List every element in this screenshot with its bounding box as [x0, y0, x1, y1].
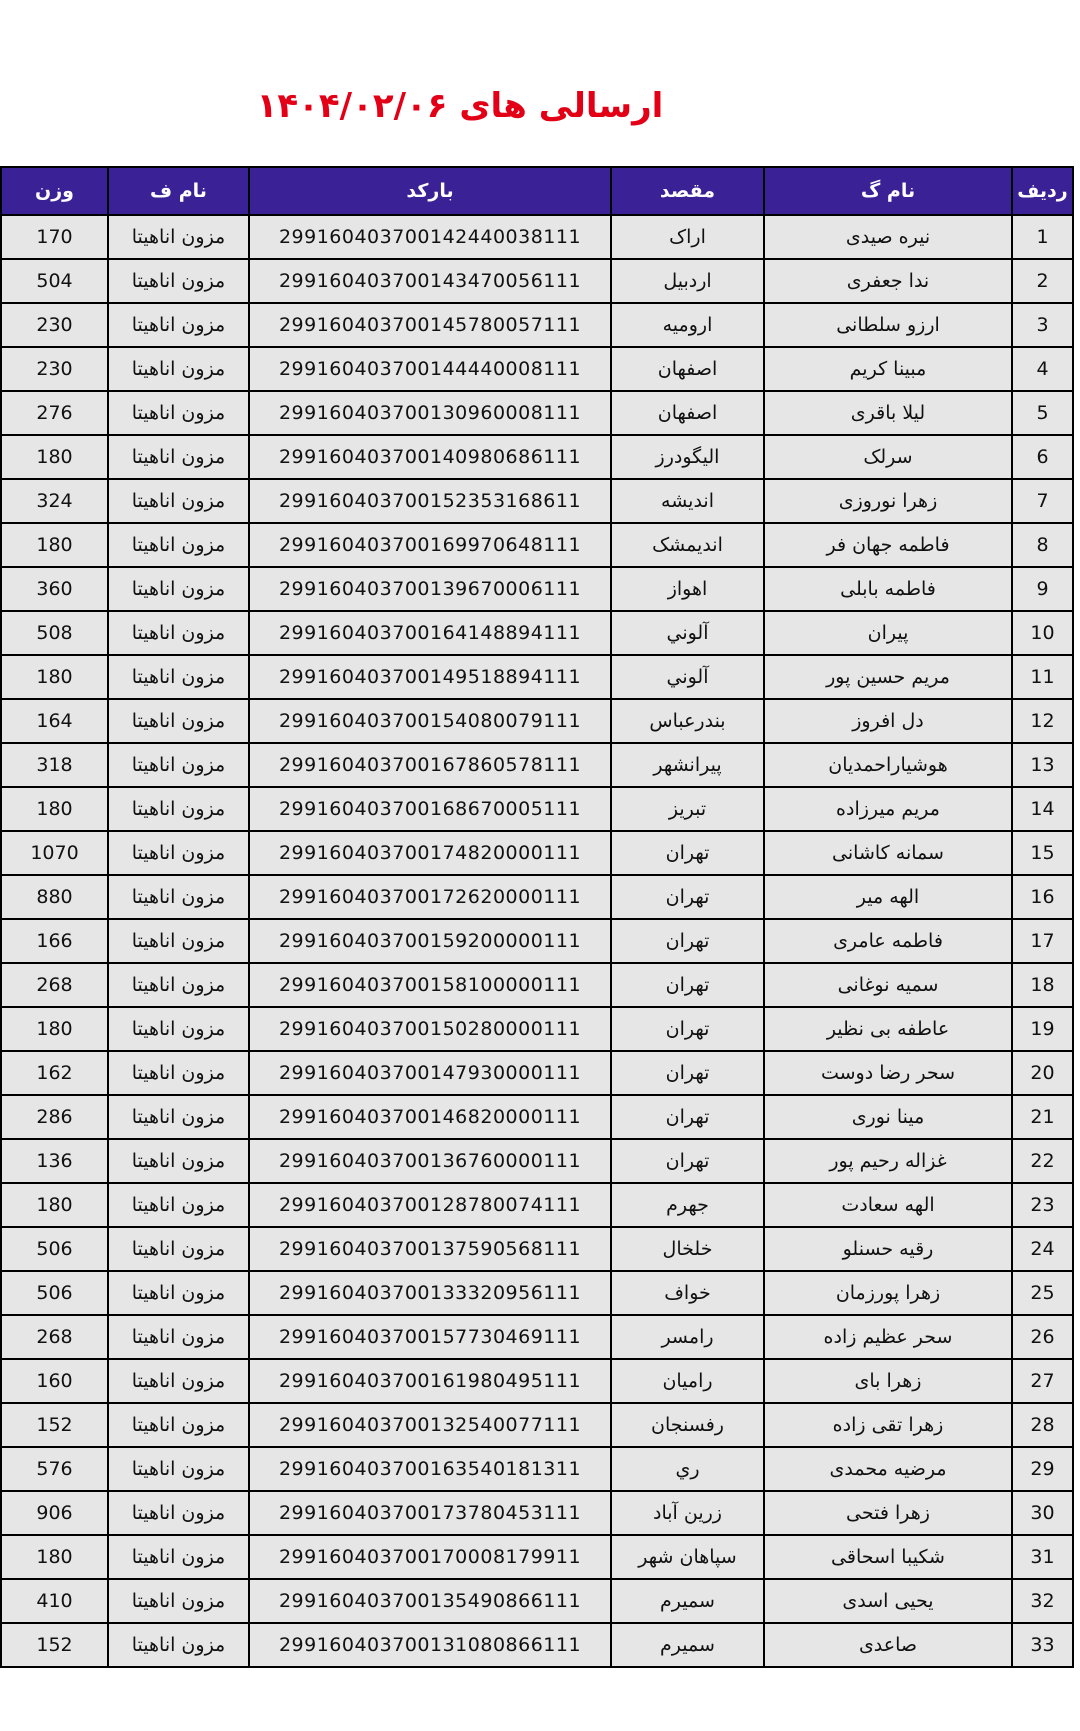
- cell-row-number: 29: [1012, 1447, 1073, 1491]
- cell-weight: 180: [1, 655, 108, 699]
- table-row: [1, 1007, 1073, 1051]
- cell-destination: تهران: [611, 831, 764, 875]
- cell-barcode: 299160403700128780074111: [249, 1183, 611, 1227]
- header-destination: مقصد: [611, 167, 764, 215]
- cell-barcode: 299160403700174820000111: [249, 831, 611, 875]
- cell-barcode: 299160403700130960008111: [249, 391, 611, 435]
- cell-destination: ري: [611, 1447, 764, 1491]
- cell-recipient: لیلا باقری: [764, 391, 1012, 435]
- cell-row-number: 18: [1012, 963, 1073, 1007]
- cell-barcode: 299160403700143470056111: [249, 259, 611, 303]
- table-row: [1, 1579, 1073, 1623]
- cell-barcode: 299160403700157730469111: [249, 1315, 611, 1359]
- cell-row-number: 8: [1012, 523, 1073, 567]
- header-barcode: بارکد: [249, 167, 611, 215]
- table-row: [1, 391, 1073, 435]
- cell-sender: مزون اناهیتا: [108, 567, 249, 611]
- cell-destination: تبریز: [611, 787, 764, 831]
- cell-destination: سمیرم: [611, 1623, 764, 1667]
- table-row: [1, 1315, 1073, 1359]
- cell-recipient: عاطفه بی نظیر: [764, 1007, 1012, 1051]
- cell-destination: جهرم: [611, 1183, 764, 1227]
- cell-weight: 164: [1, 699, 108, 743]
- cell-row-number: 26: [1012, 1315, 1073, 1359]
- cell-barcode: 299160403700164148894111: [249, 611, 611, 655]
- cell-sender: مزون اناهیتا: [108, 1403, 249, 1447]
- cell-sender: مزون اناهیتا: [108, 1579, 249, 1623]
- cell-row-number: 2: [1012, 259, 1073, 303]
- table-body: [1, 215, 1073, 1667]
- cell-recipient: مبینا کریم: [764, 347, 1012, 391]
- header-row-number: ردیف: [1012, 167, 1073, 215]
- cell-row-number: 23: [1012, 1183, 1073, 1227]
- cell-destination: تهران: [611, 963, 764, 1007]
- table-row: [1, 567, 1073, 611]
- cell-barcode: 299160403700167860578111: [249, 743, 611, 787]
- table-row: [1, 1447, 1073, 1491]
- cell-recipient: مریم حسین پور: [764, 655, 1012, 699]
- cell-barcode: 299160403700172620000111: [249, 875, 611, 919]
- cell-row-number: 9: [1012, 567, 1073, 611]
- cell-destination: اصفهان: [611, 391, 764, 435]
- cell-recipient: هوشیاراحمدیان: [764, 743, 1012, 787]
- cell-row-number: 7: [1012, 479, 1073, 523]
- cell-weight: 268: [1, 1315, 108, 1359]
- table-row: [1, 1491, 1073, 1535]
- cell-sender: مزون اناهیتا: [108, 523, 249, 567]
- cell-barcode: 299160403700137590568111: [249, 1227, 611, 1271]
- cell-weight: 170: [1, 215, 108, 259]
- table-row: [1, 1359, 1073, 1403]
- cell-recipient: سمانه کاشانی: [764, 831, 1012, 875]
- cell-destination: اندیمشک: [611, 523, 764, 567]
- cell-destination: تهران: [611, 875, 764, 919]
- cell-recipient: زهرا بای: [764, 1359, 1012, 1403]
- cell-barcode: 299160403700132540077111: [249, 1403, 611, 1447]
- table-row: [1, 919, 1073, 963]
- cell-weight: 152: [1, 1403, 108, 1447]
- cell-barcode: 299160403700163540181311: [249, 1447, 611, 1491]
- cell-sender: مزون اناهیتا: [108, 303, 249, 347]
- table-row: [1, 523, 1073, 567]
- cell-weight: 504: [1, 259, 108, 303]
- cell-sender: مزون اناهیتا: [108, 1447, 249, 1491]
- table-row: [1, 347, 1073, 391]
- cell-row-number: 11: [1012, 655, 1073, 699]
- cell-sender: مزون اناهیتا: [108, 1007, 249, 1051]
- cell-recipient: فاطمه جهان فر: [764, 523, 1012, 567]
- cell-destination: اهواز: [611, 567, 764, 611]
- cell-sender: مزون اناهیتا: [108, 347, 249, 391]
- page-title: ارسالی های ۱۴۰۴/۰۲/۰۶: [256, 86, 664, 126]
- cell-weight: 180: [1, 435, 108, 479]
- cell-row-number: 19: [1012, 1007, 1073, 1051]
- cell-weight: 576: [1, 1447, 108, 1491]
- cell-recipient: ارزو سلطانی: [764, 303, 1012, 347]
- cell-row-number: 17: [1012, 919, 1073, 963]
- cell-weight: 508: [1, 611, 108, 655]
- cell-barcode: 299160403700149518894111: [249, 655, 611, 699]
- cell-recipient: سحر رضا دوست: [764, 1051, 1012, 1095]
- cell-row-number: 5: [1012, 391, 1073, 435]
- cell-sender: مزون اناهیتا: [108, 1271, 249, 1315]
- cell-destination: اراک: [611, 215, 764, 259]
- cell-weight: 230: [1, 303, 108, 347]
- cell-row-number: 3: [1012, 303, 1073, 347]
- cell-sender: مزون اناهیتا: [108, 787, 249, 831]
- cell-weight: 180: [1, 523, 108, 567]
- cell-weight: 230: [1, 347, 108, 391]
- cell-recipient: سرلک: [764, 435, 1012, 479]
- cell-recipient: صاعدی: [764, 1623, 1012, 1667]
- cell-recipient: غزاله رحیم پور: [764, 1139, 1012, 1183]
- cell-row-number: 21: [1012, 1095, 1073, 1139]
- cell-sender: مزون اناهیتا: [108, 1051, 249, 1095]
- cell-weight: 318: [1, 743, 108, 787]
- cell-row-number: 16: [1012, 875, 1073, 919]
- cell-sender: مزون اناهیتا: [108, 963, 249, 1007]
- cell-destination: پیرانشهر: [611, 743, 764, 787]
- cell-destination: آلوني: [611, 611, 764, 655]
- cell-sender: مزون اناهیتا: [108, 215, 249, 259]
- cell-row-number: 22: [1012, 1139, 1073, 1183]
- cell-destination: ارومیه: [611, 303, 764, 347]
- cell-weight: 286: [1, 1095, 108, 1139]
- cell-weight: 268: [1, 963, 108, 1007]
- table-row: [1, 259, 1073, 303]
- cell-weight: 506: [1, 1227, 108, 1271]
- cell-destination: تهران: [611, 1095, 764, 1139]
- cell-recipient: زهرا پورزمان: [764, 1271, 1012, 1315]
- cell-weight: 180: [1, 1007, 108, 1051]
- cell-recipient: مرضیه محمدی: [764, 1447, 1012, 1491]
- cell-recipient: سمیه نوغانی: [764, 963, 1012, 1007]
- cell-weight: 180: [1, 1535, 108, 1579]
- cell-destination: تهران: [611, 1051, 764, 1095]
- cell-barcode: 299160403700139670006111: [249, 567, 611, 611]
- cell-recipient: فاطمه بابلی: [764, 567, 1012, 611]
- cell-weight: 160: [1, 1359, 108, 1403]
- cell-weight: 180: [1, 787, 108, 831]
- cell-recipient: الهه سعادت: [764, 1183, 1012, 1227]
- cell-row-number: 31: [1012, 1535, 1073, 1579]
- cell-sender: مزون اناهیتا: [108, 1095, 249, 1139]
- cell-weight: 410: [1, 1579, 108, 1623]
- cell-barcode: 299160403700140980686111: [249, 435, 611, 479]
- cell-sender: مزون اناهیتا: [108, 1535, 249, 1579]
- cell-barcode: 299160403700145780057111: [249, 303, 611, 347]
- cell-row-number: 30: [1012, 1491, 1073, 1535]
- cell-destination: زرین آباد: [611, 1491, 764, 1535]
- cell-sender: مزون اناهیتا: [108, 875, 249, 919]
- cell-recipient: الهه میر: [764, 875, 1012, 919]
- table-row: [1, 1051, 1073, 1095]
- cell-destination: تهران: [611, 1139, 764, 1183]
- cell-barcode: 299160403700159200000111: [249, 919, 611, 963]
- cell-sender: مزون اناهیتا: [108, 1491, 249, 1535]
- cell-row-number: 25: [1012, 1271, 1073, 1315]
- cell-destination: اندیشه: [611, 479, 764, 523]
- cell-weight: 906: [1, 1491, 108, 1535]
- cell-recipient: ندا جعفری: [764, 259, 1012, 303]
- header-sender: نام ف: [108, 167, 249, 215]
- cell-weight: 166: [1, 919, 108, 963]
- cell-barcode: 299160403700170008179911: [249, 1535, 611, 1579]
- cell-recipient: فاطمه عامری: [764, 919, 1012, 963]
- cell-sender: مزون اناهیتا: [108, 919, 249, 963]
- cell-weight: 180: [1, 1183, 108, 1227]
- cell-weight: 880: [1, 875, 108, 919]
- cell-barcode: 299160403700147930000111: [249, 1051, 611, 1095]
- table-row: [1, 963, 1073, 1007]
- cell-sender: مزون اناهیتا: [108, 655, 249, 699]
- table-row: [1, 1183, 1073, 1227]
- cell-destination: خواف: [611, 1271, 764, 1315]
- cell-row-number: 12: [1012, 699, 1073, 743]
- cell-weight: 324: [1, 479, 108, 523]
- cell-sender: مزون اناهیتا: [108, 1227, 249, 1271]
- cell-barcode: 299160403700133320956111: [249, 1271, 611, 1315]
- table-row: [1, 1227, 1073, 1271]
- cell-barcode: 299160403700168670005111: [249, 787, 611, 831]
- cell-weight: 506: [1, 1271, 108, 1315]
- cell-barcode: 299160403700135490866111: [249, 1579, 611, 1623]
- cell-destination: سمیرم: [611, 1579, 764, 1623]
- cell-recipient: زهرا تقی زاده: [764, 1403, 1012, 1447]
- cell-destination: رامسر: [611, 1315, 764, 1359]
- cell-destination: رامیان: [611, 1359, 764, 1403]
- cell-barcode: 299160403700144440008111: [249, 347, 611, 391]
- table-row: [1, 787, 1073, 831]
- cell-weight: 1070: [1, 831, 108, 875]
- cell-row-number: 15: [1012, 831, 1073, 875]
- table-header-row: [1, 167, 1073, 215]
- cell-recipient: زهرا فتحی: [764, 1491, 1012, 1535]
- table-row: [1, 1271, 1073, 1315]
- cell-row-number: 27: [1012, 1359, 1073, 1403]
- cell-recipient: مریم میرزاده: [764, 787, 1012, 831]
- table-row: [1, 1403, 1073, 1447]
- cell-row-number: 13: [1012, 743, 1073, 787]
- cell-barcode: 299160403700169970648111: [249, 523, 611, 567]
- cell-destination: خلخال: [611, 1227, 764, 1271]
- cell-row-number: 4: [1012, 347, 1073, 391]
- cell-recipient: نیره صیدی: [764, 215, 1012, 259]
- table-row: [1, 303, 1073, 347]
- header-recipient: نام گ: [764, 167, 1012, 215]
- cell-barcode: 299160403700131080866111: [249, 1623, 611, 1667]
- table-row: [1, 215, 1073, 259]
- cell-destination: تهران: [611, 919, 764, 963]
- header-weight: وزن: [1, 167, 108, 215]
- cell-destination: آلوني: [611, 655, 764, 699]
- cell-destination: بندرعباس: [611, 699, 764, 743]
- cell-sender: مزون اناهیتا: [108, 1139, 249, 1183]
- cell-sender: مزون اناهیتا: [108, 479, 249, 523]
- cell-barcode: 299160403700142440038111: [249, 215, 611, 259]
- cell-sender: مزون اناهیتا: [108, 831, 249, 875]
- cell-weight: 162: [1, 1051, 108, 1095]
- cell-row-number: 24: [1012, 1227, 1073, 1271]
- cell-row-number: 10: [1012, 611, 1073, 655]
- table-row: [1, 479, 1073, 523]
- cell-sender: مزون اناهیتا: [108, 1315, 249, 1359]
- cell-barcode: 299160403700150280000111: [249, 1007, 611, 1051]
- cell-sender: مزون اناهیتا: [108, 1183, 249, 1227]
- table-row: [1, 875, 1073, 919]
- cell-sender: مزون اناهیتا: [108, 391, 249, 435]
- cell-sender: مزون اناهیتا: [108, 1359, 249, 1403]
- table-row: [1, 831, 1073, 875]
- table-row: [1, 435, 1073, 479]
- table-row: [1, 611, 1073, 655]
- cell-sender: مزون اناهیتا: [108, 611, 249, 655]
- table-row: [1, 1095, 1073, 1139]
- table-row: [1, 743, 1073, 787]
- cell-sender: مزون اناهیتا: [108, 259, 249, 303]
- table-row: [1, 1535, 1073, 1579]
- cell-recipient: زهرا نوروزی: [764, 479, 1012, 523]
- cell-recipient: یحیی اسدی: [764, 1579, 1012, 1623]
- cell-sender: مزون اناهیتا: [108, 1623, 249, 1667]
- cell-recipient: پیران: [764, 611, 1012, 655]
- cell-destination: اردبیل: [611, 259, 764, 303]
- cell-row-number: 33: [1012, 1623, 1073, 1667]
- cell-row-number: 14: [1012, 787, 1073, 831]
- cell-row-number: 1: [1012, 215, 1073, 259]
- table-row: [1, 655, 1073, 699]
- table-row: [1, 699, 1073, 743]
- cell-row-number: 28: [1012, 1403, 1073, 1447]
- shipments-table: [0, 166, 1074, 1668]
- cell-barcode: 299160403700136760000111: [249, 1139, 611, 1183]
- cell-destination: اصفهان: [611, 347, 764, 391]
- table-row: [1, 1139, 1073, 1183]
- cell-sender: مزون اناهیتا: [108, 743, 249, 787]
- cell-row-number: 20: [1012, 1051, 1073, 1095]
- table-row: [1, 1623, 1073, 1667]
- cell-destination: رفسنجان: [611, 1403, 764, 1447]
- cell-barcode: 299160403700161980495111: [249, 1359, 611, 1403]
- cell-destination: تهران: [611, 1007, 764, 1051]
- cell-sender: مزون اناهیتا: [108, 699, 249, 743]
- cell-recipient: سحر عظیم زاده: [764, 1315, 1012, 1359]
- cell-barcode: 299160403700154080079111: [249, 699, 611, 743]
- cell-barcode: 299160403700158100000111: [249, 963, 611, 1007]
- cell-weight: 360: [1, 567, 108, 611]
- cell-barcode: 299160403700173780453111: [249, 1491, 611, 1535]
- cell-barcode: 299160403700146820000111: [249, 1095, 611, 1139]
- cell-recipient: دل افروز: [764, 699, 1012, 743]
- cell-row-number: 32: [1012, 1579, 1073, 1623]
- cell-recipient: شکیبا اسحاقی: [764, 1535, 1012, 1579]
- cell-destination: الیگودرز: [611, 435, 764, 479]
- cell-barcode: 299160403700152353168611: [249, 479, 611, 523]
- cell-sender: مزون اناهیتا: [108, 435, 249, 479]
- cell-weight: 136: [1, 1139, 108, 1183]
- cell-destination: سپاهان شهر: [611, 1535, 764, 1579]
- cell-weight: 152: [1, 1623, 108, 1667]
- cell-weight: 276: [1, 391, 108, 435]
- cell-recipient: رقیه حسنلو: [764, 1227, 1012, 1271]
- cell-recipient: مینا نوری: [764, 1095, 1012, 1139]
- cell-row-number: 6: [1012, 435, 1073, 479]
